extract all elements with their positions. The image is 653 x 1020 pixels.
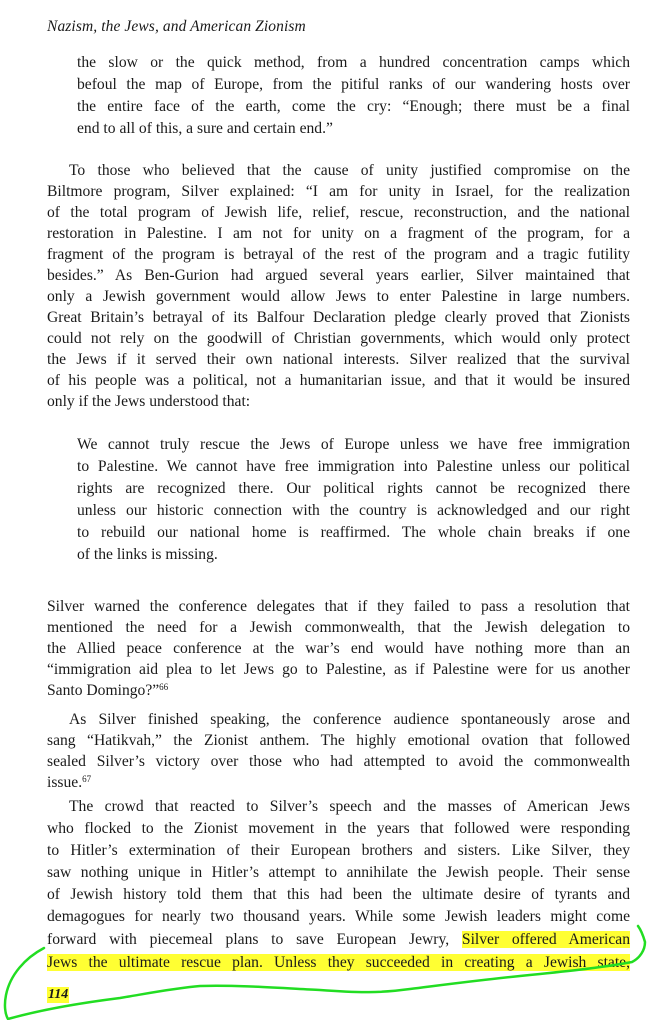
text-line: sealed Silver’s victory over those who had attempted to avoid the commonwealth [47, 753, 630, 770]
text-line: sang “Hatikvah,” the Zionist anthem. The highly emotional ovation that followed [47, 732, 630, 749]
text-line: To those who believed that the cause of unity justified compromise on the [69, 162, 630, 179]
text-line: only a Jewish government would allow Jews to enter Palestine in large numbers. [47, 288, 630, 305]
text-line: the entire face of the earth, come the cry: “Enough; there must be a final [77, 98, 630, 115]
text-line: issue.$^{67}$ [47, 774, 92, 791]
text-line: of his people was a political, not a humanitarian issue, and that it would be insured [47, 372, 630, 389]
text-line: of the links is missing. [77, 546, 218, 563]
text-line: only if the Jews understood that: [47, 393, 251, 410]
text-line: to Palestine. We cannot have free immigration into Palestine unless our political [77, 458, 630, 475]
text-line: demagogues for nearly two thousand years. While some Jewish leaders might come [47, 908, 630, 925]
text-line [47, 953, 630, 973]
text-line: of Jewish history told them that this had been the ultimate desire of tyrants and [47, 886, 630, 903]
highlighted-text: Jews the ultimate rescue plan. Unless they succeeded in creating a Jewish state, [47, 954, 630, 971]
text-line: saw nothing unique in Hitler’s attempt to annihilate the Jewish people. Their sense [47, 864, 630, 881]
text-line: the slow or the quick method, from a hundred concentration camps which [77, 54, 630, 71]
text-line: Santo Domingo?”$^{66}$ [47, 682, 169, 699]
text-line: befoul the map of Europe, from the pitiful ranks of our wandering hosts over [77, 76, 630, 93]
text-line: Biltmore program, Silver explained: “I am for unity in Israel, for the realization [47, 183, 630, 200]
text-line: restoration in Palestine. I am not for unity on a fragment of the program, for a [47, 225, 630, 242]
highlighted-text: Silver offered American [461, 931, 630, 948]
text-line: to rebuild our national home is reaffirmed. The whole chain breaks if one [77, 524, 630, 541]
text-line: who flocked to the Zionist movement in the years that followed were responding [47, 820, 630, 837]
text-line: the Allied peace conference at the war’s end would have nothing more than an [47, 640, 630, 657]
text-line: fragment of the program is betrayal of the rest of the program and a tragic futility [47, 246, 630, 263]
text-line: forward with piecemeal plans to save European Jewry, Silver offered American [47, 931, 630, 948]
text-line: unless our historic connection with the country is acknowledged and our right [77, 502, 630, 519]
text-line: “immigration aid plea to let Jews go to Palestine, as if Palestine were for us another [47, 661, 630, 678]
footnote-ref-67: 67 [82, 774, 92, 784]
text-line: the Jews if it served their own national interests. Silver realized that the survival [47, 351, 630, 368]
text-line: to Hitler’s extermination of their European brothers and sisters. Like Silver, they [47, 842, 630, 859]
text-line: Great Britain’s betrayal of its Balfour Declaration pledge clearly proved that Zionists [47, 309, 630, 326]
text-line: We cannot truly rescue the Jews of Europe unless we have free immigration [77, 436, 630, 453]
text-line: The crowd that reacted to Silver’s speech and the masses of American Jews [69, 798, 630, 815]
text-line: Silver warned the conference delegates that if they failed to pass a resolution that [47, 598, 630, 615]
footnote-ref-66: 66 [159, 682, 169, 692]
page-number: 114 [48, 987, 69, 1002]
text-line: mentioned the need for a Jewish commonwealth, that the Jewish delegation to [47, 619, 630, 636]
text-line: end to all of this, a sure and certain end.” [77, 120, 333, 137]
text-line: of the total program of Jewish life, relief, rescue, reconstruction, and the national [47, 204, 630, 221]
text-line: besides.” As Ben-Gurion had argued several years earlier, Silver maintained that [47, 267, 630, 284]
text-line: As Silver finished speaking, the conference audience spontaneously arose and [69, 711, 630, 728]
text-line: rights are recognized there. Our political rights cannot be recognized there [77, 480, 630, 497]
running-head: Nazism, the Jews, and American Zionism [47, 18, 306, 35]
text-line: could not rely on the goodwill of Christian governments, which would only protect [47, 330, 630, 347]
